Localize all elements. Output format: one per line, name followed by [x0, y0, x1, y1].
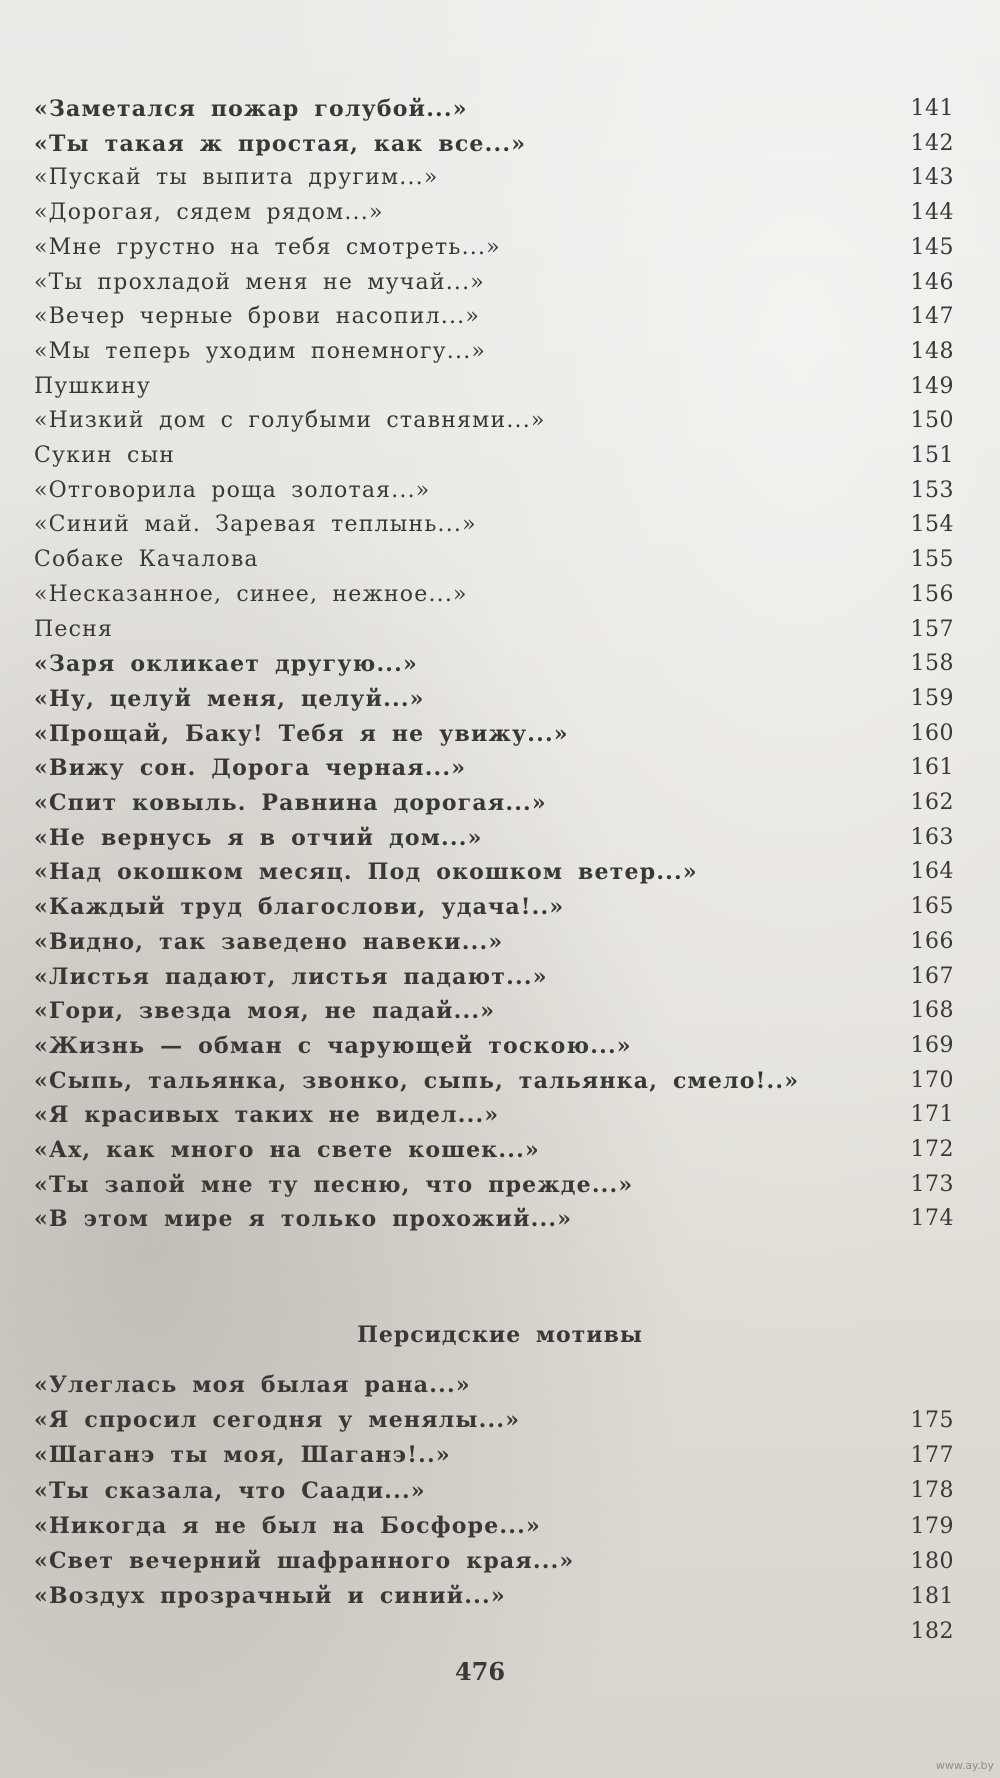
toc-entry	[34, 547, 954, 579]
toc-entry-page: 142	[910, 130, 954, 156]
toc-entry-title: «Ах, как много на свете кошек...»	[34, 1137, 540, 1163]
toc-entry-page: 173	[910, 1171, 954, 1197]
toc-entry-page: 150	[910, 408, 954, 434]
toc-entry	[34, 1206, 954, 1238]
toc-entry	[34, 443, 954, 475]
toc-entry-title: «Не вернусь я в отчий дом...»	[34, 824, 483, 851]
toc-entry-title: «Вижу сон. Дорога черная...»	[34, 755, 467, 782]
toc-entry-page: 170	[910, 1067, 954, 1093]
toc-entry-page: 174	[910, 1206, 954, 1232]
toc-entry-title: Пушкину	[34, 373, 152, 399]
toc-entry-title: «Прощай, Баку! Тебя я не увижу...»	[34, 720, 569, 747]
toc-entry	[34, 1137, 954, 1169]
toc-entry-title: «Заметался пожар голубой...»	[34, 96, 468, 122]
watermark: www.ay.by	[935, 1759, 994, 1772]
toc-entry	[34, 200, 954, 232]
toc-entry	[34, 408, 954, 440]
toc-entry-title: «Свет вечерний шафранного края...»	[34, 1548, 575, 1574]
toc-entry-page: 143	[910, 165, 954, 191]
toc-entry-title: «Несказанное, синее, нежное...»	[34, 581, 468, 607]
toc-entry-title: «Ты прохладой меня не мучай...»	[34, 269, 485, 295]
toc-entry-page: 153	[910, 477, 954, 503]
toc-entry	[34, 582, 954, 614]
toc-entry-page: 179	[910, 1513, 954, 1539]
toc-entry	[34, 790, 954, 822]
toc-entry-title: «Ну, целуй меня, целуй...»	[34, 685, 425, 712]
toc-entry-page: 169	[910, 1032, 954, 1058]
toc-entry-page: 163	[910, 824, 954, 850]
toc-entry	[34, 1102, 954, 1134]
toc-entry-title: «Над окошком месяц. Под окошком ветер...»	[34, 859, 698, 886]
toc-entry-page: 166	[910, 928, 954, 954]
toc-entry-title: «Ты такая ж простая, как все...»	[34, 130, 527, 157]
toc-entry	[34, 339, 954, 371]
toc-entry-title: «Отговорила роща золотая...»	[34, 477, 431, 503]
toc-entry	[34, 270, 954, 302]
toc-entry-title: Сукин сын	[34, 443, 176, 468]
toc-entry-title: «Каждый труд благослови, удача!..»	[34, 894, 565, 921]
toc-entry-page: 175	[910, 1408, 954, 1433]
toc-entry-page: 148	[910, 338, 954, 364]
toc-entry-page: 172	[910, 1137, 954, 1162]
toc-entry	[34, 651, 954, 683]
toc-entry-page: 182	[910, 1619, 954, 1645]
toc-entry	[34, 304, 954, 336]
toc-entry-title: «Шаганэ ты моя, Шаганэ!..»	[34, 1442, 451, 1469]
toc-entry-page: 178	[910, 1478, 954, 1504]
toc-entry	[34, 755, 954, 787]
toc-entry-title: «В этом мире я только прохожий...»	[34, 1206, 573, 1233]
toc-entry-page: 164	[910, 859, 954, 885]
toc-entry-page: 156	[910, 581, 954, 607]
toc-entry	[34, 235, 954, 267]
toc-entry	[34, 929, 954, 961]
toc-entry-page: 181	[910, 1584, 954, 1609]
toc-entry-title: «Пускай ты выпита другим...»	[34, 165, 439, 191]
toc-entry	[34, 165, 954, 197]
toc-entry-title: «Никогда я не был на Босфоре...»	[34, 1512, 541, 1539]
toc-entry-title: «Дорогая, сядем рядом...»	[34, 200, 384, 226]
toc-entry	[34, 998, 954, 1030]
toc-entry	[34, 374, 954, 406]
toc-entry-page: 167	[910, 963, 954, 989]
toc-entry	[34, 964, 954, 996]
toc-entry-page: 165	[910, 894, 954, 920]
toc-entry	[34, 825, 954, 857]
toc-entry-title: Песня	[34, 616, 114, 642]
toc-entry-title: «Мне грустно на тебя смотреть...»	[34, 234, 501, 260]
toc-entry-page: 171	[910, 1102, 954, 1128]
toc-entry	[34, 512, 954, 544]
toc-entry-page: 160	[910, 720, 954, 746]
toc-entry-page: 162	[910, 790, 954, 815]
toc-entry-title: «Гори, звезда моя, не падай...»	[34, 998, 496, 1025]
toc-entry-page: 177	[910, 1443, 954, 1469]
section-heading: Персидские мотивы	[357, 1322, 643, 1348]
toc-entry-title: «Листья падают, листья падают...»	[34, 963, 548, 990]
toc-entry-page: 155	[910, 547, 954, 573]
toc-entry-title: «Низкий дом с голубыми ставнями...»	[34, 408, 546, 434]
toc-entry-page: 161	[910, 755, 954, 781]
toc-entry-page: 180	[910, 1548, 954, 1574]
toc-entry-title: «Вечер черные брови насопил...»	[34, 304, 481, 330]
toc-entry	[34, 1033, 954, 1065]
toc-entry	[34, 1583, 954, 1645]
page-number: 476	[454, 1657, 506, 1686]
toc-entry-page: 141	[910, 96, 954, 121]
toc-entry-page: 151	[910, 443, 954, 468]
toc-entry	[34, 131, 954, 163]
toc-entry-page: 147	[910, 304, 954, 330]
toc-entry-title: «Видно, так заведено навеки...»	[34, 928, 504, 955]
toc-entry	[34, 894, 954, 926]
toc-entry-title: «Мы теперь уходим понемногу...»	[34, 338, 487, 364]
toc-entry-title: «Ты запой мне ту песню, что прежде...»	[34, 1171, 634, 1198]
toc-entry-title: «Синий май. Заревая теплынь...»	[34, 512, 477, 538]
toc-entry-title: «Я красивых таких не видел...»	[34, 1102, 500, 1129]
toc-entry	[34, 686, 954, 718]
toc-entry-title: «Жизнь — обман с чарующей тоскою...»	[34, 1032, 632, 1059]
toc-entry-title: «Я спросил сегодня у менялы...»	[34, 1407, 521, 1434]
toc-entry	[34, 1068, 954, 1100]
toc-entry-page: 145	[910, 234, 954, 260]
toc-entry	[34, 721, 954, 753]
toc-entry	[34, 1172, 954, 1204]
toc-entry-title: «Улеглась моя былая рана...»	[34, 1372, 471, 1398]
toc-entry-page: 157	[910, 616, 954, 642]
toc-entry-title: «Ты сказала, что Саади...»	[34, 1477, 426, 1504]
toc-entry-page: 144	[910, 200, 954, 226]
toc-entry-title: «Спит ковыль. Равнина дорогая...»	[34, 790, 547, 816]
toc-entry-page: 149	[910, 373, 954, 399]
toc-entry-page: 158	[910, 651, 954, 677]
toc-entry-title: Собаке Качалова	[34, 547, 259, 573]
toc-entry	[34, 478, 954, 510]
toc-entry-page: 159	[910, 685, 954, 711]
toc-entry	[34, 859, 954, 891]
toc-entry-title: «Заря окликает другую...»	[34, 651, 418, 678]
toc-entry-page: 168	[910, 998, 954, 1024]
toc-entry-title: «Сыпь, тальянка, звонко, сыпь, тальянка, смело!..»	[34, 1067, 800, 1094]
toc-entry	[34, 617, 954, 649]
toc-entry-page: 154	[910, 512, 954, 538]
toc-entry-page: 146	[910, 269, 954, 295]
toc-entry	[34, 96, 954, 128]
toc-entry-title: «Воздух прозрачный и синий...»	[34, 1583, 506, 1610]
